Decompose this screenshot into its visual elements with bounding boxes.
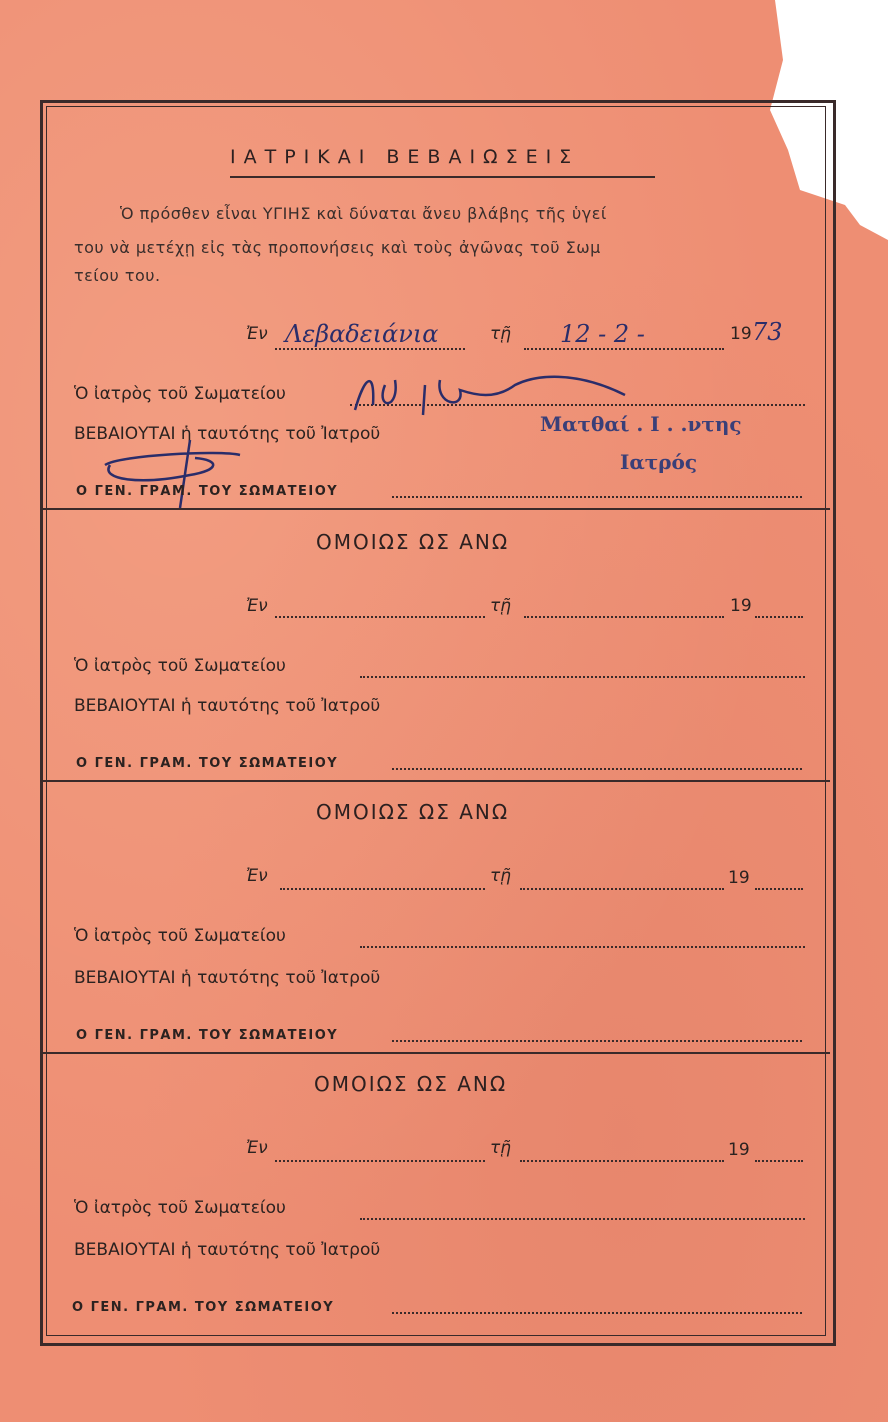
section1-date-line: [524, 348, 724, 350]
section2-certifies-label: ΒΕΒΑΙΟΥΤΑΙ ἡ ταυτότης τοῦ Ἰατροῦ: [74, 696, 381, 716]
section4-certifies-label: ΒΕΒΑΙΟΥΤΑΙ ἡ ταυτότης τοῦ Ἰατροῦ: [74, 1240, 381, 1260]
section3-ti-label: τῇ: [490, 866, 512, 886]
section2-heading: ΟΜΟΙΩΣ ΩΣ ΑΝΩ: [316, 530, 510, 554]
inner-frame: [46, 106, 826, 1336]
section1-year-handwritten: 73: [752, 318, 783, 346]
section4-year-line: [755, 1160, 803, 1162]
section1-ti-label: τῇ: [490, 324, 512, 344]
intro-line-2: του νὰ μετέχῃ εἰς τὰς προπονήσεις καὶ τοὺς ἀγῶνας τοῦ Σωμ: [74, 238, 601, 257]
section4-ti-label: τῇ: [490, 1138, 512, 1158]
section3-secretary-label: Ο ΓΕΝ. ΓΡΑΜ. ΤΟΥ ΣΩΜΑΤΕΙΟΥ: [76, 1028, 339, 1043]
section1-en-label: Ἐν: [246, 324, 268, 344]
section2-year-line: [755, 616, 803, 618]
section4-doctor-line: [360, 1218, 805, 1220]
doctor-stamp-title: Ιατρός: [620, 450, 698, 474]
section1-place-line: [275, 348, 465, 350]
section-divider-1: [40, 508, 830, 510]
section2-place-line: [275, 616, 485, 618]
section-divider-2: [40, 780, 830, 782]
section3-doctor-line: [360, 946, 805, 948]
document-title: ΙΑΤΡΙΚΑΙ ΒΕΒΑΙΩΣΕΙΣ: [230, 146, 580, 168]
section2-secretary-line: [392, 768, 802, 770]
section3-doctor-label: Ὁ ἰατρὸς τοῦ Σωματείου: [74, 926, 286, 946]
title-underline: [230, 176, 655, 178]
section1-place-handwritten: Λεβαδειάνια: [285, 320, 439, 348]
section3-certifies-label: ΒΕΒΑΙΟΥΤΑΙ ἡ ταυτότης τοῦ Ἰατροῦ: [74, 968, 381, 988]
section3-date-line: [520, 888, 724, 890]
section4-date-line: [520, 1160, 724, 1162]
section1-certifies-label: ΒΕΒΑΙΟΥΤΑΙ ἡ ταυτότης τοῦ Ἰατροῦ: [74, 424, 381, 444]
section4-heading: ΟΜΟΙΩΣ ΩΣ ΑΝΩ: [314, 1072, 508, 1096]
section4-secretary-label: Ο ΓΕΝ. ΓΡΑΜ. ΤΟΥ ΣΩΜΑΤΕΙΟΥ: [72, 1300, 335, 1315]
section4-place-line: [275, 1160, 485, 1162]
section1-secretary-line: [392, 496, 802, 498]
doctor-stamp-name: Ματθαί . Ι . .ντης: [540, 412, 742, 436]
section3-place-line: [280, 888, 485, 890]
section2-year-prefix: 19: [730, 596, 752, 616]
section4-doctor-label: Ὁ ἰατρὸς τοῦ Σωματείου: [74, 1198, 286, 1218]
section3-year-line: [755, 888, 803, 890]
secretary-signature: [100, 440, 260, 510]
section4-year-prefix: 19: [728, 1140, 750, 1160]
section3-secretary-line: [392, 1040, 802, 1042]
section2-secretary-label: Ο ΓΕΝ. ΓΡΑΜ. ΤΟΥ ΣΩΜΑΤΕΙΟΥ: [76, 756, 339, 771]
intro-line-1: Ὁ πρόσθεν εἶναι ΥΓΙΗΣ καὶ δύναται ἄνευ βλάβης τῆς ὑγεί: [120, 204, 607, 223]
section4-en-label: Ἐν: [246, 1138, 268, 1158]
section1-date-handwritten: 12 - 2 -: [560, 320, 645, 348]
section2-date-line: [524, 616, 724, 618]
section4-secretary-line: [392, 1312, 802, 1314]
section1-year-prefix: 19: [730, 324, 752, 344]
section2-doctor-label: Ὁ ἰατρὸς τοῦ Σωματείου: [74, 656, 286, 676]
intro-line-3: τείου του.: [74, 266, 161, 285]
section-divider-3: [40, 1052, 830, 1054]
section3-year-prefix: 19: [728, 868, 750, 888]
section2-doctor-line: [360, 676, 805, 678]
section2-en-label: Ἐν: [246, 596, 268, 616]
section1-doctor-label: Ὁ ἰατρὸς τοῦ Σωματείου: [74, 384, 286, 404]
section3-heading: ΟΜΟΙΩΣ ΩΣ ΑΝΩ: [316, 800, 510, 824]
section3-en-label: Ἐν: [246, 866, 268, 886]
section1-secretary-label: Ο ΓΕΝ. ΓΡΑΜ. ΤΟΥ ΣΩΜΑΤΕΙΟΥ: [76, 484, 339, 499]
section2-ti-label: τῇ: [490, 596, 512, 616]
